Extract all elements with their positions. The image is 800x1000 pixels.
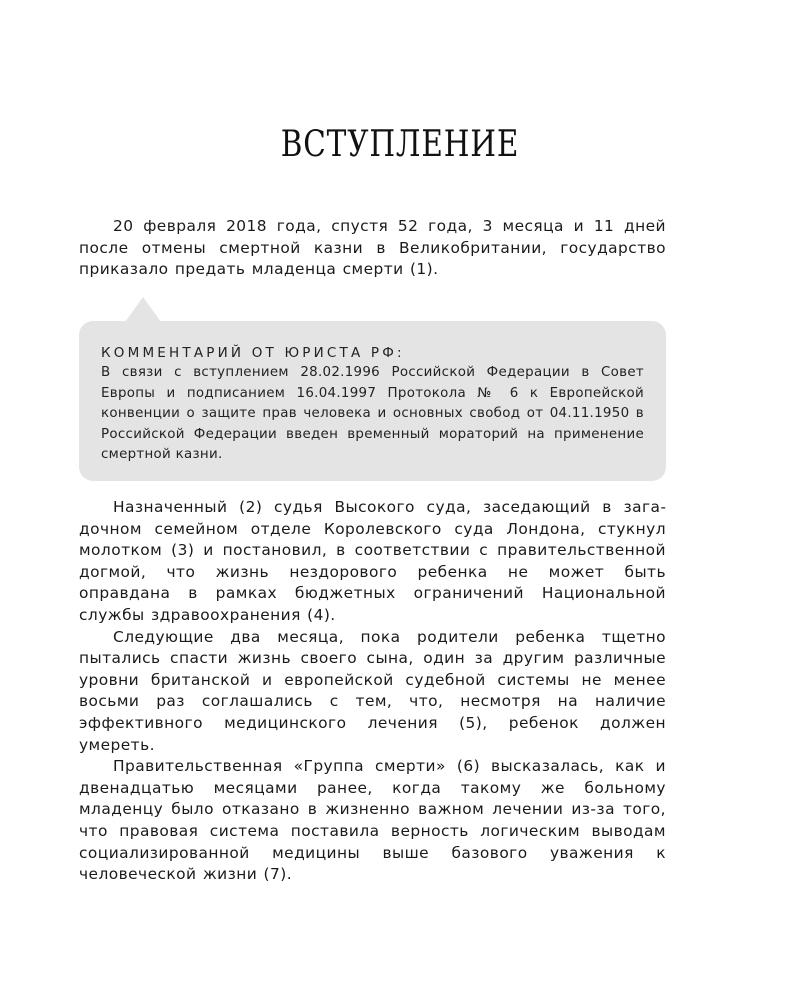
intro-paragraph: 20 февраля 2018 года, спустя 52 года, 3 месяца и 11 дней после отмены смертной казни в Великобритании, государство приказало предать младенца смерти (1). xyxy=(79,217,666,279)
body-section xyxy=(79,497,666,886)
intro-section xyxy=(79,216,666,281)
body-paragraph: Правительственная «Группа смерти» (6) высказалась, как и двенадцатью месяцами ранее, когда такому же больному младенцу было отказано в жизненно важном лечении из-за того, что правовая система поставила верность логическим выводам социализированной медицины выше базового уважения к человеческой жизни (7). xyxy=(79,757,666,884)
callout-tail xyxy=(125,297,161,322)
page-title: ВСТУПЛЕНИЕ xyxy=(280,124,520,166)
lawyer-comment-callout xyxy=(79,321,666,481)
body-paragraph: Назначенный (2) судья Высокого суда, заседающий в загадочном семейном отделе Королевского суда Лондона, стукнул молотком (3) и постановил, в соответствии с правительственной догмой, что жизнь нездорового ребенка не может быть оправдана в рамках бюджетных ограничений Национальной службы здравоохранения (4). xyxy=(79,498,666,624)
callout-text: В связи с вступлением 28.02.1996 Российской Федерации в Совет Европы и подписанием 16.04.1997 Протокола № 6 к Европейской конвенции о защите прав человека и основных свобод от 04.11.1950 в Российской Федерации введен временный мораторий на применение смертной казни. xyxy=(101,365,644,462)
body-paragraph: Следующие два месяца, пока родители ребенка тщетно пытались спасти жизнь своего сына, один за другим различные уровни британской и европейской судебной системы не менее восьми раз соглашались с тем, что, несмотря на наличие эффективного медицинского лечения (5), ребенок должен умереть. xyxy=(79,627,666,754)
callout-heading: КОММЕНТАРИЙ ОТ ЮРИСТА РФ: xyxy=(101,345,405,361)
